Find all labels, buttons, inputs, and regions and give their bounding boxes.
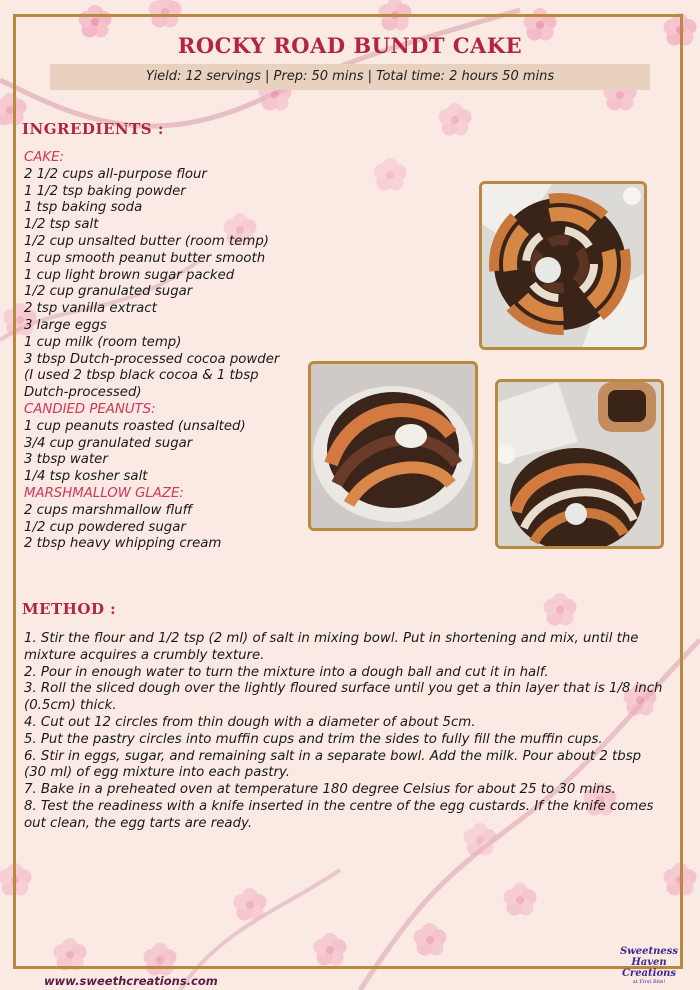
recipe-meta-bar: Yield: 12 servings | Prep: 50 mins | Total time: 2 hours 50 mins	[50, 64, 650, 90]
ingredient-item: 1 cup light brown sugar packed	[24, 267, 235, 283]
ingredient-item: 3 tbsp Dutch-processed cocoa powder (I used 2 tbsp black cocoa & 1 tbsp Dutch-processed)	[24, 351, 280, 401]
ingredient-item: 3 tbsp water	[24, 452, 108, 468]
ingredient-item: 1/2 cup granulated sugar	[24, 284, 193, 300]
method-heading: METHOD :	[22, 600, 117, 618]
bundt-cake-photo-top	[479, 181, 647, 350]
ingredient-item: 2 tbsp heavy whipping cream	[24, 536, 222, 552]
website-link[interactable]: www.sweethcreations.com	[44, 974, 218, 988]
bundt-cake-slice-photo	[495, 379, 664, 549]
ingredient-item: 3 large eggs	[24, 317, 107, 333]
ingredient-item: 1 cup milk (room temp)	[24, 334, 182, 350]
ingredient-item: 1/2 tsp salt	[24, 217, 99, 233]
method-step: 4. Cut out 12 circles from thin dough with a diameter of about 5cm.	[24, 714, 476, 730]
ingredient-item: 1 cup peanuts roasted (unsalted)	[24, 418, 246, 434]
ingredient-item: 1/2 cup unsalted butter (room temp)	[24, 233, 269, 249]
ingredient-item: 2 1/2 cups all-purpose flour	[24, 166, 207, 182]
ingredients-list	[24, 150, 314, 553]
logo-line-1: Sweetness Haven	[619, 946, 679, 968]
method-step: 1. Stir the flour and 1/2 tsp (2 ml) of salt in mixing bowl. Put in shortening and mix, until the mixture acquires a crumbly texture.	[24, 631, 639, 663]
ingredient-item: 2 cups marshmallow fluff	[24, 502, 193, 518]
ingredient-item: 1/4 tsp kosher salt	[24, 469, 148, 485]
method-step: 6. Stir in eggs, sugar, and remaining salt in a separate bowl. Add the milk. Pour about 2 tbsp (30 ml) of egg mixture into each pastry.	[24, 748, 642, 781]
method-step: 8. Test the readiness with a knife inserted in the centre of the egg custards. If the knife comes out clean, the egg tarts are ready.	[24, 798, 654, 831]
method-step: 2. Pour in enough water to turn the mixture into a dough ball and cut it in half.	[24, 664, 549, 680]
logo-line-2: Creations	[621, 968, 677, 979]
ingredient-item: 1 cup smooth peanut butter smooth	[24, 250, 266, 266]
recipe-title: ROCKY ROAD BUNDT CAKE	[177, 33, 523, 58]
method-step: 5. Put the pastry circles into muffin cups and trim the sides to fully fill the muffin cups.	[24, 731, 603, 747]
bundt-cake-photo-middle	[308, 361, 478, 531]
ingredient-item: 1 1/2 tsp baking powder	[24, 183, 186, 199]
ingredient-item: 3/4 cup granulated sugar	[24, 435, 193, 451]
ingredient-group-label: CANDIED PEANUTS:	[24, 401, 156, 417]
logo-tagline: at First Bite!	[632, 979, 666, 985]
ingredient-group-label: MARSHMALLOW GLAZE:	[24, 485, 184, 501]
method-step: 7. Bake in a preheated oven at temperature 180 degree Celsius for about 25 to 30 mins.	[24, 782, 616, 798]
ingredients-heading: INGREDIENTS :	[22, 120, 164, 138]
ingredient-group-label: CAKE:	[24, 150, 64, 165]
method-steps	[24, 631, 666, 833]
method-step: 3. Roll the sliced dough over the lightly floured surface until you get a thin layer that is 1/8 inch (0.5cm) thick.	[24, 681, 663, 714]
ingredient-item: 1/2 cup powdered sugar	[24, 519, 186, 535]
ingredient-item: 1 tsp baking soda	[24, 200, 143, 216]
brand-logo	[604, 946, 694, 985]
ingredient-item: 2 tsp vanilla extract	[24, 301, 157, 317]
